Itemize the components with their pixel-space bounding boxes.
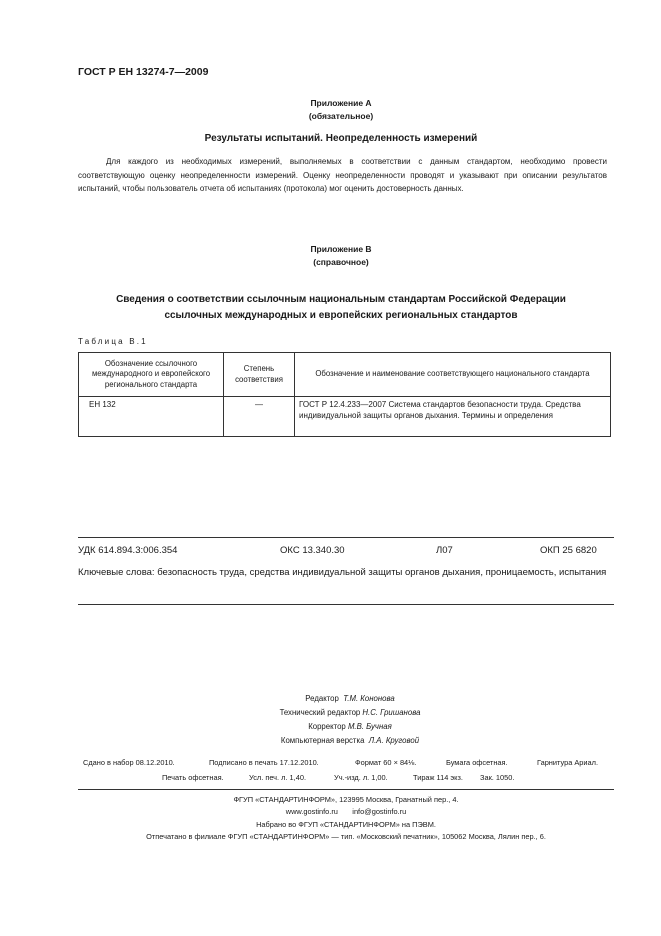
footer-publisher: ФГУП «СТАНДАРТИНФОРМ», 123995 Москва, Гранатный пер., 4. [233,795,459,804]
table-header-international: Обозначение ссылочного международного и европейского регионального стандарта [79,353,224,397]
appendix-a-title [78,97,604,123]
appendix-a-heading: Результаты испытаний. Неопределенность измерений [204,133,478,144]
credit-layout: Компьютерная верстка Л.А. Круговой [280,736,420,745]
credit-editor: Редактор Т.М. Кононова [305,694,395,703]
table-cell-degree: — [224,397,295,437]
credits [200,692,500,748]
imprint-order: Зак. 1050. [480,773,515,782]
l-code: Л07 [436,545,453,556]
footer-website: www.gostinfo.ru [285,807,338,817]
footer-email: info@gostinfo.ru [352,807,407,817]
imprint-run: Тираж 114 экз. [413,773,463,782]
table-header-national: Обозначение и наименование соответствующего национального стандарта [295,353,611,397]
appendix-b-heading-line2: ссылочных международных и европейских региональных стандартов [164,309,518,321]
appendix-b-title [78,243,604,269]
table-header-row [79,353,611,397]
correspondence-table [78,352,611,437]
footer-typeset: Набрано во ФГУП «СТАНДАРТИНФОРМ» на ПЭВМ. [256,819,436,829]
divider-footer [78,789,614,790]
footer-printed: Отпечатано в филиале ФГУП «СТАНДАРТИНФОРМ» — тип. «Московский печатник», 105062 Москва, Лялин пер., 6. [146,832,546,842]
appendix-b-heading [78,292,604,323]
keywords: Ключевые слова: безопасность труда, средства индивидуальной защиты органов дыхания, проницаемость, испытания [78,567,607,578]
imprint-format: Формат 60 × 84⅛. [355,758,417,767]
table-cell-national: ГОСТ Р 12.4.233—2007 Система стандартов безопасности труда. Средства индивидуальной защиты органов дыхания. Термины и определения [295,397,611,437]
appendix-a-label: Приложение А [310,98,372,108]
imprint-submitted: Сдано в набор 08.12.2010. [83,758,175,767]
imprint-paper: Бумага офсетная. [446,758,508,767]
imprint-typeface: Гарнитура Ариал. [537,758,599,767]
table-cell-international: ЕН 132 [79,397,224,437]
divider-bottom [78,604,614,605]
footer [78,794,614,844]
okp-code: ОКП 25 6820 [540,545,597,556]
table-row [79,397,611,437]
oks-code: ОКС 13.340.30 [280,545,345,556]
imprint-print: Печать офсетная. [162,773,224,782]
appendix-a-status: (обязательное) [308,111,374,121]
appendix-b-heading-line1: Сведения о соответствии ссылочным национальным стандартам Российской Федерации [116,294,566,305]
document-code: ГОСТ Р ЕН 13274-7—2009 [78,66,209,78]
footer-contacts [78,806,614,818]
imprint-signed: Подписано в печать 17.12.2010. [209,758,319,767]
imprint-sheets: Усл. печ. л. 1,40. [249,773,306,782]
table-label: Таблица В.1 [78,337,148,346]
divider-top [78,537,614,538]
appendix-b-status: (справочное) [313,257,369,267]
appendix-b-label: Приложение В [310,244,372,254]
credit-tech-editor: Технический редактор Н.С. Гришанова [279,708,421,717]
appendix-a-body: Для каждого из необходимых измерений, выполняемых в соответствии с данным стандартом, необходимо провести соответствующую оценку неопределенности измерений. Оценку неопределенности проводят и указывают при описании результатов испытаний, чтобы пользователь отчета об испытаниях (протокола) мог оценить достоверность данных. [78,157,607,193]
imprint-pub-sheets: Уч.-изд. л. 1,00. [334,773,388,782]
table-header-degree: Степень соответствия [224,353,295,397]
udk-code: УДК 614.894.3:006.354 [78,545,178,556]
credit-corrector: Корректор М.В. Бучная [308,722,392,731]
